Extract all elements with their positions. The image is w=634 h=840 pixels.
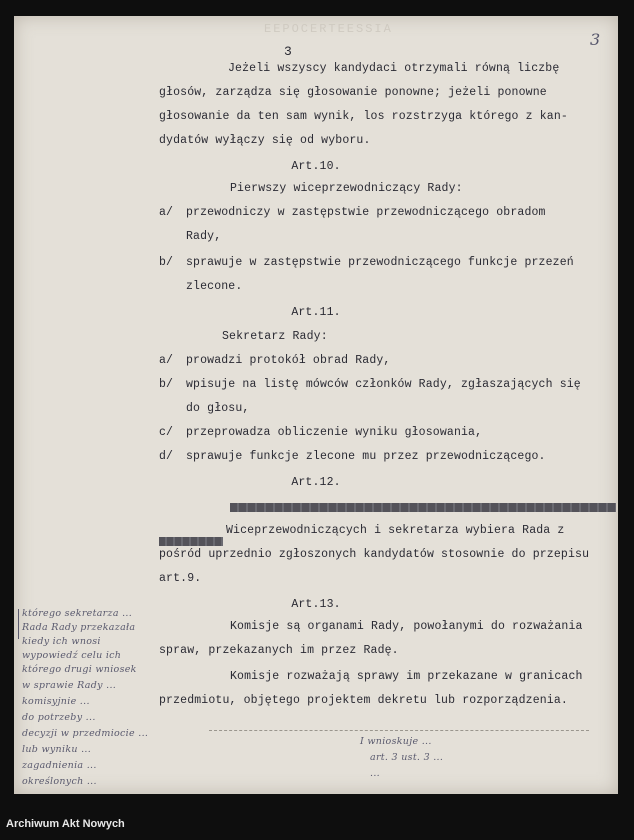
struck-out-line [230,503,616,512]
handwritten-note-line: decyzji w przedmiocie ... [22,728,149,739]
page-number: 3 [284,44,292,59]
paragraph-line: głosowanie da ten sam wynik, los rozstrzyga którego z kan- [159,110,568,123]
handwritten-note-line: komisyjnie ... [22,696,90,707]
list-item-text: sprawuje funkcje zlecone mu przez przewodniczącego. [186,450,546,463]
paragraph-line: dydatów wyłączy się od wyboru. [159,134,371,147]
list-item-text: przewodniczy w zastępstwie przewodniczącego obradom [186,206,546,219]
paragraph-line: Jeżeli wszyscy kandydaci otrzymali równą liczbę [228,62,560,75]
handwritten-note-line: lub wyniku ... [22,744,92,755]
struck-out-word [159,537,223,546]
paragraph-line: pośród uprzednio zgłoszonych kandydatów stosownie do przepisu [159,548,590,561]
list-item-text: Rady, [186,230,222,243]
paragraph-line: Komisje rozważają sprawy im przekazane w granicach [230,670,583,683]
article-13-title: Art.13. [291,598,341,611]
handwritten-note-line: Rada Rady przekazała [22,622,136,633]
list-letter: a/ [159,354,174,367]
list-letter: a/ [159,206,174,219]
list-item-text: zlecone. [186,280,243,293]
paragraph-line: Wiceprzewodniczących i sekretarza wybiera Rada z [226,524,565,537]
handwritten-note-line: którego sekretarza ... [22,608,133,619]
handwritten-note-line: do potrzeby ... [22,712,96,723]
list-item-text: do głosu, [186,402,250,415]
article-10-intro: Pierwszy wiceprzewodniczący Rady: [230,182,463,195]
handwritten-note-line: określonych ... [22,776,97,787]
handwritten-note-line: w sprawie Rady ... [22,680,117,691]
faint-header: EEPOCERTEESSIA [264,22,393,36]
article-11-intro: Sekretarz Rady: [222,330,328,343]
article-11-title: Art.11. [291,306,341,319]
handwritten-note-line: art. 3 ust. 3 ... [370,752,444,763]
page-mark: 3 [590,30,601,49]
archive-name: Archiwum Akt Nowych [6,818,125,830]
paragraph-line: art.9. [159,572,202,585]
handwritten-note-line: którego drugi wniosek [22,664,137,675]
footer-bar [0,812,634,840]
paragraph-line: głosów, zarządza się głosowanie ponowne; jeżeli ponowne [159,86,547,99]
article-12-title: Art.12. [291,476,341,489]
list-item-text: sprawuje w zastępstwie przewodniczącego funkcje przezeń [186,256,574,269]
handwritten-note-line: kiedy ich wnosi [22,636,101,647]
article-10-title: Art.10. [291,160,341,173]
paragraph-line: przedmiotu, objętego projektem dekretu lub rozporządzenia. [159,694,568,707]
handwritten-note-line: I wnioskuje ... [360,736,432,747]
paragraph-line: Komisje są organami Rady, powołanymi do rozważania [230,620,583,633]
handwritten-note-line: wypowiedź celu ich [22,650,122,661]
handwritten-note-line: zagadnienia ... [22,760,97,771]
paragraph-line: spraw, przekazanych im przez Radę. [159,644,399,657]
document-page [14,16,618,794]
list-item-text: wpisuje na listę mówców członków Rady, zgłaszających się [186,378,581,391]
dashed-divider [209,730,589,731]
list-item-text: przeprowadza obliczenie wyniku głosowania, [186,426,483,439]
list-item-text: prowadzi protokół obrad Rady, [186,354,391,367]
list-letter: c/ [159,426,174,439]
list-letter: b/ [159,256,174,269]
list-letter: d/ [159,450,174,463]
list-letter: b/ [159,378,174,391]
handwritten-note-line: ... [370,768,380,779]
